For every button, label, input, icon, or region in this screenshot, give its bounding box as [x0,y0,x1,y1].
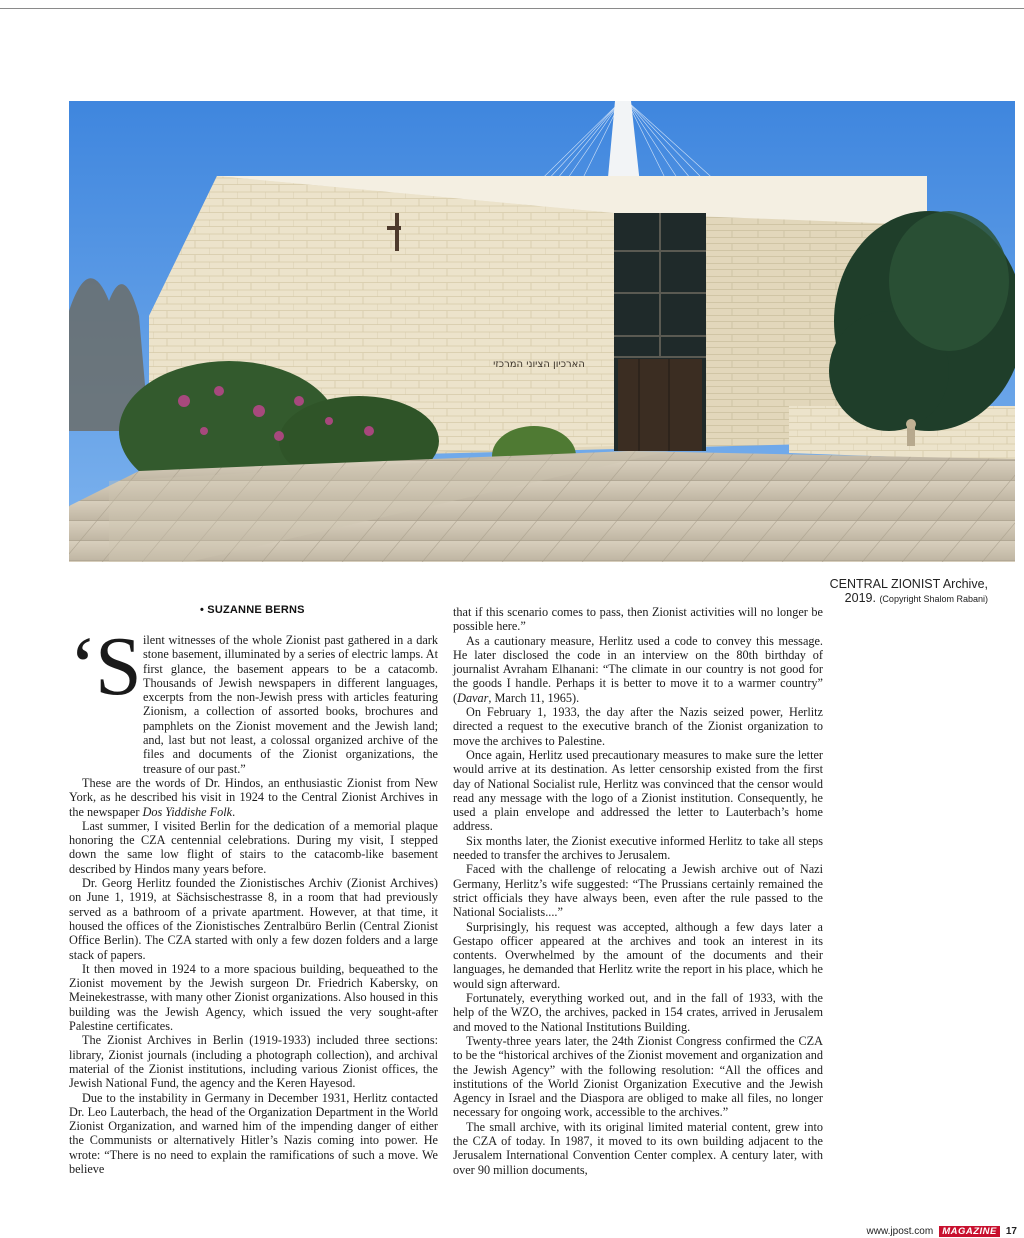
caption-credit: (Copyright Shalom Rabani) [879,594,988,604]
article-paragraph: that if this scenario comes to pass, then Zionist activities will no longer be possible here.” [453,605,823,634]
photo-caption [748,577,988,606]
newspaper-title: Dos Yiddishe Folk [142,804,233,819]
article-paragraph: Faced with the challenge of relocating a Jewish archive out of Nazi Germany, Herlitz’s wife suggested: “The Prussians certainly remained the strict officials they have always been, even after the rule passed to the National Socialists....” [453,862,823,920]
article-paragraph: Dr. Georg Herlitz founded the Zionistisches Archiv (Zionist Archives) on June 1, 1919, at Sächsischestrasse 8, in a room that had previously served as a bathroom of a private apartment. However, at that time, it housed the offices of the Zionistisches Zentralbüro Berlin (Central Zionist Office Berlin). The CZA started with only a few dozen folders and a large stack of papers. [69,876,438,962]
article-paragraph: Due to the instability in Germany in December 1931, Herlitz contacted Dr. Leo Lauterbach, the head of the Organization Department in the World Zionist Organization, and warned him of the impending danger of either the Communists or alternatively Hitler’s Nazis coming into power. He wrote: “There is no need to explain the ramifications of such a move. We believe [69,1090,438,1176]
article-paragraph: Surprisingly, his request was accepted, although a few days later a Gestapo officer appeared at the archives and took an interest in its contents. Overwhelmed by the amount of the documents and their languages, he demanded that Herlitz write the report in his place, which he would sign afterward. [453,919,823,991]
article-column-1 [69,620,438,1176]
article-paragraph: Last summer, I visited Berlin for the dedication of a memorial plaque honoring the CZA centennial celebrations. During my visit, I stepped down the same low flight of stairs to the catacomb-like basement described by Hindos many years before. [69,818,438,876]
top-rule [0,8,1024,9]
article-paragraph: Twenty-three years later, the 24th Zionist Congress confirmed the CZA to be the “historical archives of the Zionist movement and organization and the Jewish Agency” with the following resolution: “All the offices and institutions of the World Zionist Organization Executive and the Jewish Agency in Israel and the Diaspora are obliged to make all files, no longer necessary for ongoing work, accessible to the archives.” [453,1033,823,1120]
article-paragraph: It then moved in 1924 to a more spacious building, bequeathed to the Zionist movement by the Jewish surgeon Dr. Friedrich Kabersky, on Meinekestrasse, with many other Zionist organizations. Also housed in this building was the Jewish Agency, which issued the very sought-after Palestine certificates. [69,961,438,1034]
caption-title: CENTRAL ZIONIST Archive, [829,577,988,591]
newspaper-title: Davar [457,690,489,705]
article-paragraph: Six months later, the Zionist executive informed Herlitz to take all steps needed to transfer the archives to Jerusalem. [453,833,823,863]
magazine-logo: MAGAZINE [939,1226,1000,1237]
article-paragraph: These are the words of Dr. Hindos, an enthusiastic Zionist from New York, as he described his visit in 1924 to the Central Zionist Archives in the newspaper Dos Yiddishe Folk. [69,775,438,819]
article-paragraph: The Zionist Archives in Berlin (1919-1933) included three sections: library, Zionist journals (including a photograph collection), and archival material of the Zionist institutions, including various Zionist offices, the Jewish National Fund, the agency and the Keren Hayesod. [69,1033,438,1091]
article-paragraph [69,620,438,776]
article-paragraph: As a cautionary measure, Herlitz used a code to convey this message. He later disclosed the code in an interview on the 80th birthday of journalist Avraham Elhanani: “The climate in our country is not good for the goods I handle. Perhaps it is better to move it to a warmer country” (Davar, March 11, 1965). [453,633,823,705]
caption-year: 2019. [844,591,876,605]
building-sign-text: הארכיון הציוני המרכזי [493,359,585,370]
article-column-2 [453,605,823,1177]
article-paragraph: Once again, Herlitz used precautionary measures to make sure the letter would arrive at its destination. As letter censorship existed from the first day of National Socialist rule, Herlitz was convinced that the censor would read any message with the logo of a Zionist institution. Consequently, he used a plain envelope and addressed the letter to Lauterbach’s home address. [453,747,823,834]
byline: • SUZANNE BERNS [200,604,305,616]
page-number: 17 [1005,1226,1017,1237]
article-paragraph: On February 1, 1933, the day after the Nazis seized power, Herlitz directed a request to the executive branch of the Zionist organization to move the archives to Palestine. [453,705,823,748]
article-paragraph: Fortunately, everything worked out, and in the fall of 1933, with the help of the WZO, the archives, packed in 154 crates, arrived in Jerusalem and moved to the National Institutions Building. [453,991,823,1034]
page-footer [867,1226,1017,1237]
caption-meta [748,591,988,606]
footer-url[interactable]: www.jpost.com [866,1226,934,1237]
drop-cap: ‘S [69,620,140,713]
paragraph-text: ilent witnesses of the whole Zionist past gathered in a dark stone basement, illuminated by a series of electric lamps. At first glance, the basement appears to be a catacomb. Thousands of Jewish newspapers in different languages, excerpts from the non-Jewish press with articles featuring Zionism, a collection of assorted books, brochures and pamphlets on the Zionist movement and the Jewish land; and, last but not least, a colossal organized archive of the files and documents of the Zionist organizations, the treasure of our past.” [143,633,438,776]
archive-building-photo [69,101,1015,562]
article-paragraph: The small archive, with its original limited material content, grew into the CZA of today. In 1987, it moved to its own building adjacent to the Jerusalem International Convention Center complex. A century later, with over 90 million documents, [453,1119,823,1177]
archive-building-illustration [69,101,1015,562]
